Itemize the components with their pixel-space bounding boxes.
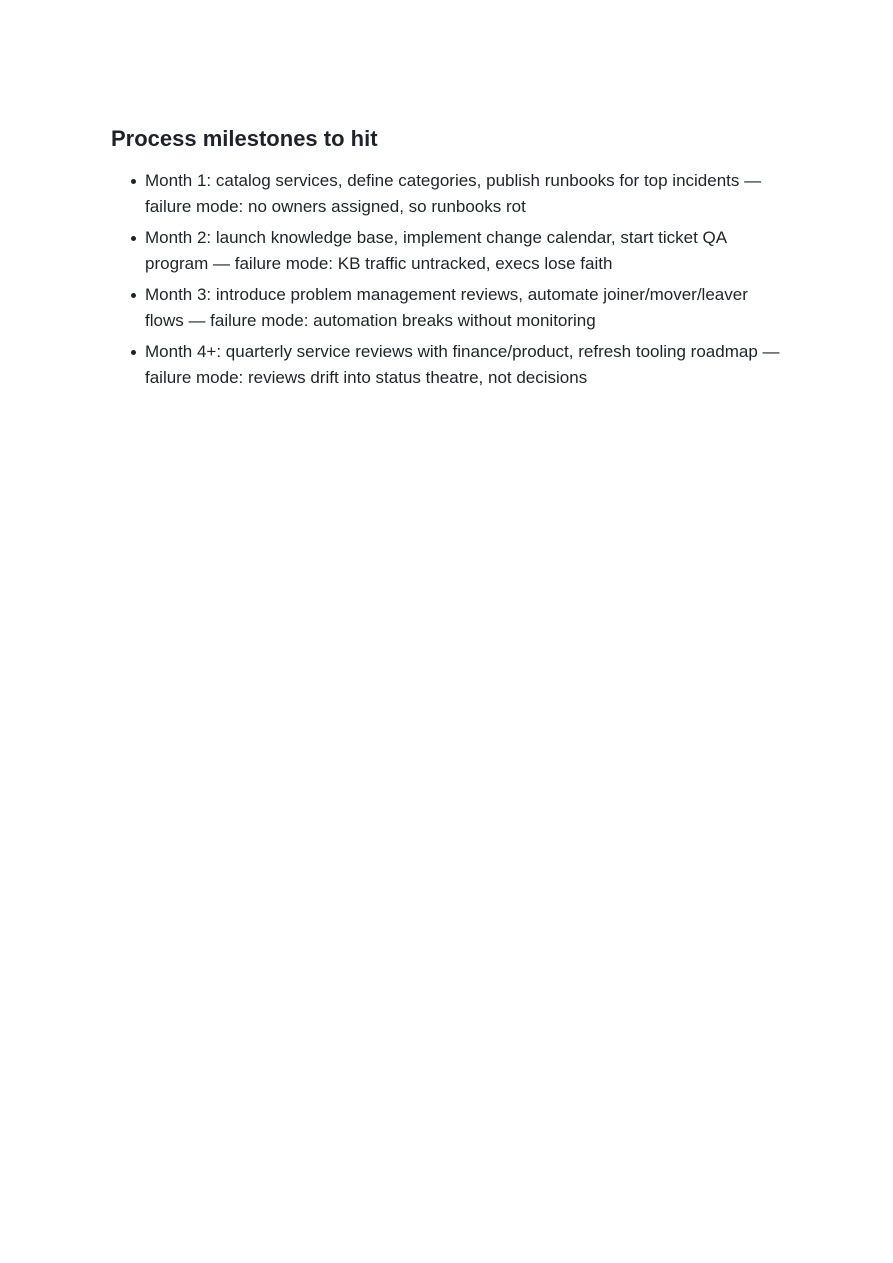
- bullet-icon: [131, 236, 136, 241]
- list-item: [111, 339, 791, 391]
- bullet-icon: [131, 179, 136, 184]
- milestone-text: Month 2: launch knowledge base, implement change calendar, start ticket QA program — failure mode: KB traffic untracked, execs lose faith: [145, 228, 727, 273]
- section-heading: Process milestones to hit: [111, 126, 378, 151]
- milestone-text: Month 3: introduce problem management reviews, automate joiner/mover/leaver flows — failure mode: automation breaks without monitoring: [145, 285, 748, 330]
- bullet-icon: [131, 350, 136, 355]
- milestone-text: Month 4+: quarterly service reviews with finance/product, refresh tooling roadmap — failure mode: reviews drift into status theatre, not decisions: [145, 342, 780, 387]
- document-page: [111, 124, 791, 396]
- milestone-text: Month 1: catalog services, define categories, publish runbooks for top incidents — failure mode: no owners assigned, so runbooks rot: [145, 171, 762, 216]
- list-item: [111, 225, 791, 277]
- list-item: [111, 168, 791, 220]
- bullet-icon: [131, 293, 136, 298]
- list-item: [111, 282, 791, 334]
- milestone-list: [111, 168, 791, 391]
